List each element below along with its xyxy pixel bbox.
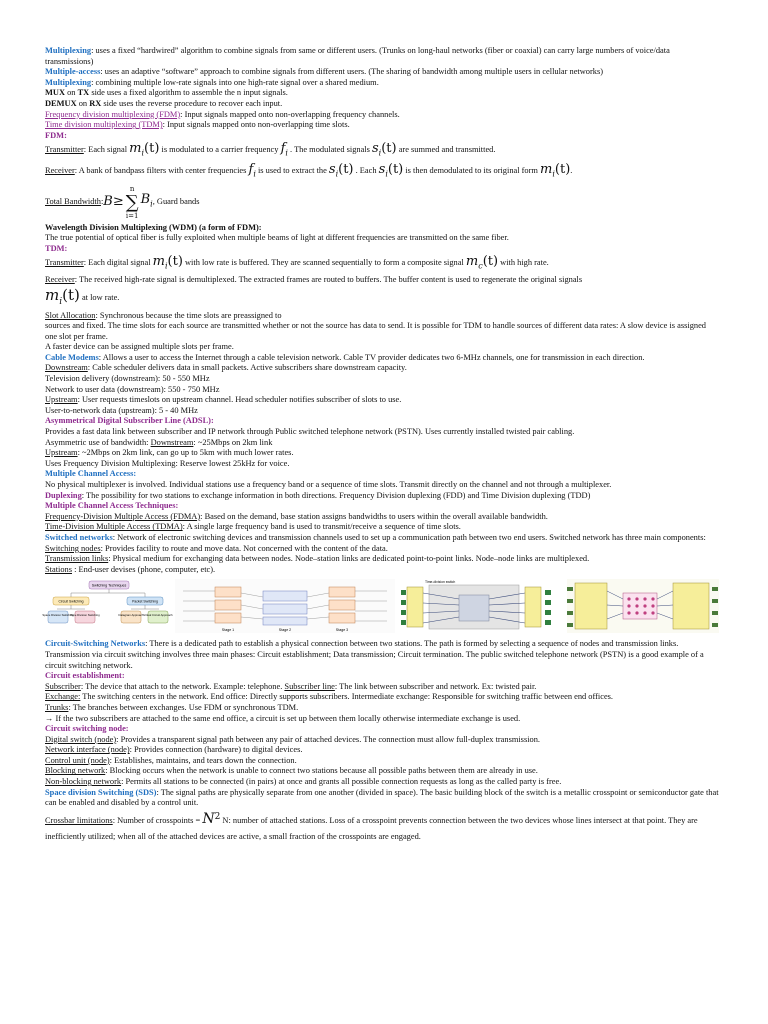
svg-text:Stage 3: Stage 3: [335, 628, 349, 633]
para-fdm-def: Frequency division multiplexing (FDM): Input signals mapped onto non-overlapping frequency channels.: [45, 109, 400, 119]
adsl-text: Provides a fast data link between subscriber and IP network through Public switched telephone network (PSTN). Uses currently installed twisted pair cabling.: [45, 427, 575, 437]
math-mi-t: $m_i(t)$: [129, 141, 160, 158]
wdm-title: Wavelength Division Multiplexing (WDM) (a form of FDM):: [45, 222, 262, 232]
fdm-total-bandwidth: Total Bandwidth : B ≥ n ∑ i=1 $B_i$ , Guard bands: [45, 184, 200, 220]
svg-text:Stage 1: Stage 1: [221, 628, 235, 633]
mca-text: No physical multiplexer is involved. Individual stations use a frequency band or a sequence of time slots. Transmit directly on the channel and not through a multiplexer.: [45, 480, 612, 489]
math-fi: $f_i$: [280, 141, 288, 158]
time-division-switch-diagram: [401, 579, 561, 633]
switched-networks: Switched networks: Network of electronic switching devices and transmission channels used to set up a communication path between two end users. Switched network has three main components:: [45, 532, 706, 542]
math-si-t: $s_i(t)$: [372, 141, 397, 158]
space-division-switching: Space division Switching (SDS): The signal paths are physically separate from one another (divided in space). The basic building block of the switch is a metallic crosspoint or semiconductor gate that can be enabled and disabled by a control unit.: [45, 787, 719, 808]
tdm-slot-3: A faster device can be assigned multiple slots per frame.: [45, 342, 234, 352]
switching-nodes: Switching nodes: Provides facility to route and move data. Not concerned with the content of the data.: [45, 543, 388, 553]
circuit-switching-networks: Circuit-Switching Networks: There is a dedicated path to establish a physical connection between two stations. The path is formed by selecting a sequence of nodes and transmission links. Transmission via circuit switching involves three main phases: Circuit establishment; Data transmission; Circuit termination. The public switched telephone network (PSTN) is a good example of a circuit switching network.: [45, 639, 704, 670]
stations: Stations : End-user devises (phone, computer, etc).: [45, 564, 216, 574]
multistage-switch-diagram: [175, 579, 395, 633]
fdm-transmitter: Transmitter: Each signal $m_i(t)$ is modulated to a carrier frequency $f_i$ . The modulated signals $s_i(t)$ are summed and transmitted.: [45, 141, 496, 158]
figures-row: [42, 579, 719, 633]
tdma: Time-Division Multiple Access (TDMA): A single large frequency band is used to transmit/receive a sequence of time slots.: [45, 522, 461, 532]
exchange: Exchange: The switching centers in the network. End office: Directly supports subscribers. Intermediate exchange: Responsible for switching traffic between end offices.: [45, 692, 614, 702]
fdm-receiver: Receiver: A bank of bandpass filters with center frequencies $f_i$ is used to extract the $s_i(t)$ . Each $s_i(t)$ is then demodulated to its original form $m_i(t)$.: [45, 161, 573, 179]
svg-text:Time Division Switching: Time Division Switching: [70, 613, 100, 618]
tdm-transmitter: Transmitter: Each digital signal $m_i(t)$ with low rate is buffered. They are scanned sequentially to form a composite signal $m_c(t)$ with high rate.: [45, 254, 549, 271]
mca-techniques-heading: Multiple Channel Access Techniques:: [45, 501, 179, 511]
adsl-heading: Asymmetrical Digital Subscriber Line (ADSL):: [45, 416, 214, 426]
adsl-upstream: Upstream: ~2Mbps on 2km link, can go up to 5km with much lower rates.: [45, 448, 294, 458]
fdm-link[interactable]: Frequency division multiplexing (FDM): [45, 109, 181, 119]
para-tdm-def: Time division multiplexing (TDM): Input signals mapped onto non-overlapping time slots.: [45, 120, 350, 130]
adsl-asym: Asymmetric use of bandwidth: Downstream: ~25Mbps on 2km link: [45, 437, 273, 447]
para-multiplexing-def: Multiplexing: combining multiple low-rate signals into one high-rate signal over a shared medium.: [45, 77, 379, 87]
tdm-slot-2: sources and fixed. The time slots for each source are transmitted whether or not the source has data to send. It is possible for TDM to handle sources of different data rates: A slow device is assigned one slot per frame.: [45, 321, 706, 341]
tdm-slot: Slot Allocation: Synchronous because the time slots are preassigned to: [45, 310, 282, 320]
circuit-establishment-heading: Circuit establishment:: [45, 671, 125, 681]
tdm-heading: TDM:: [45, 243, 68, 253]
crossbar-limitations: Crossbar limitations: Number of crosspoints = $N^2$ N: number of attached stations. Loss of a crosspoint prevents connection between the two devices whose lines intersect at that point. They are inefficiently utilized; when all of the attached devices are active, a small fraction of the crosspoints are engaged.: [45, 810, 698, 841]
svg-text:Packet Switching: Packet Switching: [132, 599, 158, 604]
control-unit: Control unit (node): Establishes, maintains, and tears down the connection.: [45, 755, 297, 765]
tdm-receiver-tail: $m_i(t)$ at low rate.: [45, 285, 120, 307]
switching-techniques-diagram: [42, 579, 173, 633]
fdma: Frequency-Division Multiple Access (FDMA): Based on the demand, base station assigns bandwidths to users within the overall available bandwidth.: [45, 511, 548, 521]
wdm-text: The true potential of optical fiber is fully exploited when multiple beams of light at different frequencies are transmitted on the same fiber.: [45, 233, 509, 243]
sum-symbol: n ∑ i=1: [125, 184, 139, 220]
document-page: [42, 46, 719, 845]
non-blocking-network: Non-blocking network: Permits all stations to be connected (in pairs) at once and grants all possible connection requests as long as the called party is free.: [45, 777, 562, 787]
svg-text:Datagram Approach: Datagram Approach: [118, 613, 144, 618]
adsl-fdm: Uses Frequency Division Multiplexing: Reserve lowest 25kHz for voice.: [45, 458, 290, 468]
cable-modems: Cable Modems: Allows a user to access the Internet through a cable television network. Cable TV provider dedicates two 6-MHz channels, one for transmission in each direction.: [45, 352, 645, 362]
para-demux-rx: DEMUX on RX side uses the reverse procedure to recover each input.: [45, 98, 283, 108]
blocking-network: Blocking network: Blocking occurs when the network is unable to connect two stations because all possible paths between them are already in use.: [45, 766, 538, 776]
circuit-switching-node-heading: Circuit switching node:: [45, 724, 129, 734]
mca-heading: Multiple Channel Access:: [45, 469, 137, 479]
duplexing: Duplexing: The possibility for two stations to exchange information in both directions. Frequency Division duplexing (FDD) and Time Division duplexing (TDD): [45, 490, 591, 500]
cable-u2n: User-to-network data (upstream): 5 - 40 MHz: [45, 405, 198, 415]
cable-downstream: Downstream: Cable scheduler delivers data in small packets. Active subscribers share downstream capacity.: [45, 363, 407, 373]
cable-net: Network to user data (downstream): 550 - 750 MHz: [45, 384, 220, 394]
para-mux-tx: MUX on TX side uses a fixed algorithm to assemble the n input signals.: [45, 88, 288, 98]
cable-tv: Television delivery (downstream): 50 - 550 MHz: [45, 374, 210, 384]
tdm-receiver: Receiver: The received high-rate signal is demultiplexed. The extracted frames are routed to buffers. The buffer content is used to regenerate the original signals: [45, 274, 583, 284]
tst-switch-diagram: [567, 579, 719, 633]
svg-text:Time-division switch: Time-division switch: [425, 580, 456, 585]
svg-text:Switching Techniques: Switching Techniques: [91, 583, 127, 588]
network-interface: Network interface (node): Provides connection (hardware) to digital devices.: [45, 745, 303, 755]
svg-text:Space Division Switching: Space Division Switching: [42, 613, 74, 618]
para-multiplexing: Multiplexing: uses a fixed “hardwired” algorithm to combine signals from same or different users. (Trunks on long-haul networks (fiber or coaxial) can carry large numbers of voice/data transmissions): [45, 46, 670, 66]
trunks: Trunks: The branches between exchanges. Use FDM or synchronous TDM.: [45, 702, 299, 712]
svg-text:Virtual Circuit Approach: Virtual Circuit Approach: [143, 613, 173, 618]
para-multiple-access: Multiple-access: uses an adaptive “software” approach to combine signals from different users. (The sharing of bandwidth among multiple users in cellular networks): [45, 67, 604, 77]
tdm-link[interactable]: Time division multiplexing (TDM): [45, 120, 163, 130]
cable-upstream: Upstream: User requests timeslots on upstream channel. Head scheduler notifies subscriber of slots to use.: [45, 395, 402, 405]
subscriber: Subscriber: The device that attach to the network. Example: telephone. Subscriber line: The link between subscriber and network. Ex: twisted pair.: [45, 681, 537, 691]
svg-text:Circuit Switching: Circuit Switching: [58, 599, 84, 604]
digital-switch: Digital switch (node): Provides a transparent signal path between any pair of attached devices. The connection must allow full-duplex transmission.: [45, 734, 541, 744]
svg-text:Stage 2: Stage 2: [278, 628, 292, 633]
same-end-office-note: → If the two subscribers are attached to the same end office, a circuit is set up between them locally otherwise intermediate exchange is used.: [45, 713, 521, 723]
transmission-links: Transmission links: Physical medium for exchanging data between nodes. Node–station links are dedicated point-to-point links. Node–node links are multiplexed.: [45, 554, 590, 564]
fdm-heading: FDM:: [45, 130, 67, 140]
